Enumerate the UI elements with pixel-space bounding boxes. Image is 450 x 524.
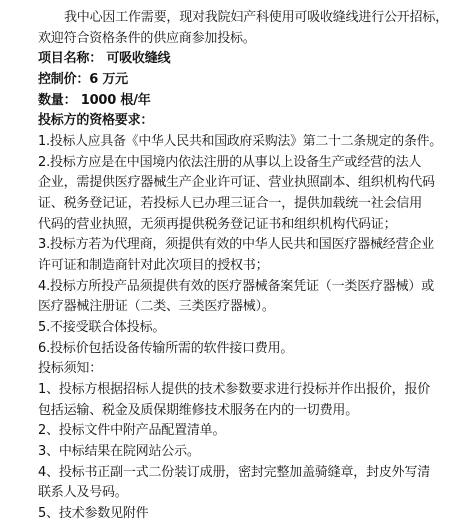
intro-line-2: 欢迎符合资格条件的供应商参加投标。	[38, 30, 256, 46]
qualification-line: 6.投标价包括设备传输所需的软件接口费用。	[38, 340, 294, 356]
notice-line: 3、中标结果在院网站公示。	[38, 444, 200, 459]
notice-line: 包括运输、税金及质保期维修技术服务在内的一切费用。	[38, 402, 359, 418]
notice-line: 5、技术参数见附件	[38, 506, 149, 521]
qualification-line: 3.投标方若为代理商，须提供有效的中华人民共和国医疗器械经营企业	[38, 237, 435, 253]
qualification-line: 证、税务登记证，若投标人已办理三证合一，提供加载统一社会信用	[38, 196, 423, 211]
qualification-line: 4.投标方所投产品须提供有效的医疗器械备案凭证（一类医疗器械）或	[38, 278, 435, 294]
qualification-line: 企业，需提供医疗器械生产企业许可证、营业执照副本、组织机构代码	[38, 175, 435, 191]
qualification-line: 1.投标人应具备《中华人民共和国政府采购法》第二十二条规定的条件。	[38, 134, 442, 149]
project-name: 项目名称： 可吸收缝线	[38, 51, 171, 67]
quantity: 数量： 1000 根/年	[38, 92, 151, 108]
control-price: 控制价：6 万元	[38, 72, 128, 87]
qualification-line: 许可证和制造商针对此次项目的授权书；	[38, 258, 269, 273]
qualification-line: 2.投标方应是在中国境内依法注册的从事以上设备生产或经营的法人	[38, 154, 422, 170]
qualification-line: 代码的营业执照，无须再提供税务登记证书和组织机构代码证；	[38, 216, 397, 232]
qualification-heading: 投标方的资格要求：	[38, 113, 154, 129]
intro-line-1: 我中心因工作需要，现对我院妇产科使用可吸收缝线进行公开招标，	[64, 10, 449, 25]
notice-line: 联系人及号码。	[38, 485, 128, 501]
notice-line: 4、投标书正副一式二份装订成册，密封完整加盖骑缝章，封皮外写清	[38, 464, 431, 480]
qualification-line: 5.不接受联合体投标。	[38, 320, 166, 335]
notice-heading: 投标须知：	[38, 361, 103, 377]
notice-line: 1、投标方根据招标人提供的技术参数要求进行投标并作出报价，报价	[38, 382, 431, 397]
qualification-line: 医疗器械注册证（二类、三类医疗器械）。	[38, 299, 275, 315]
notice-line: 2、投标文件中附产品配置清单。	[38, 423, 226, 439]
